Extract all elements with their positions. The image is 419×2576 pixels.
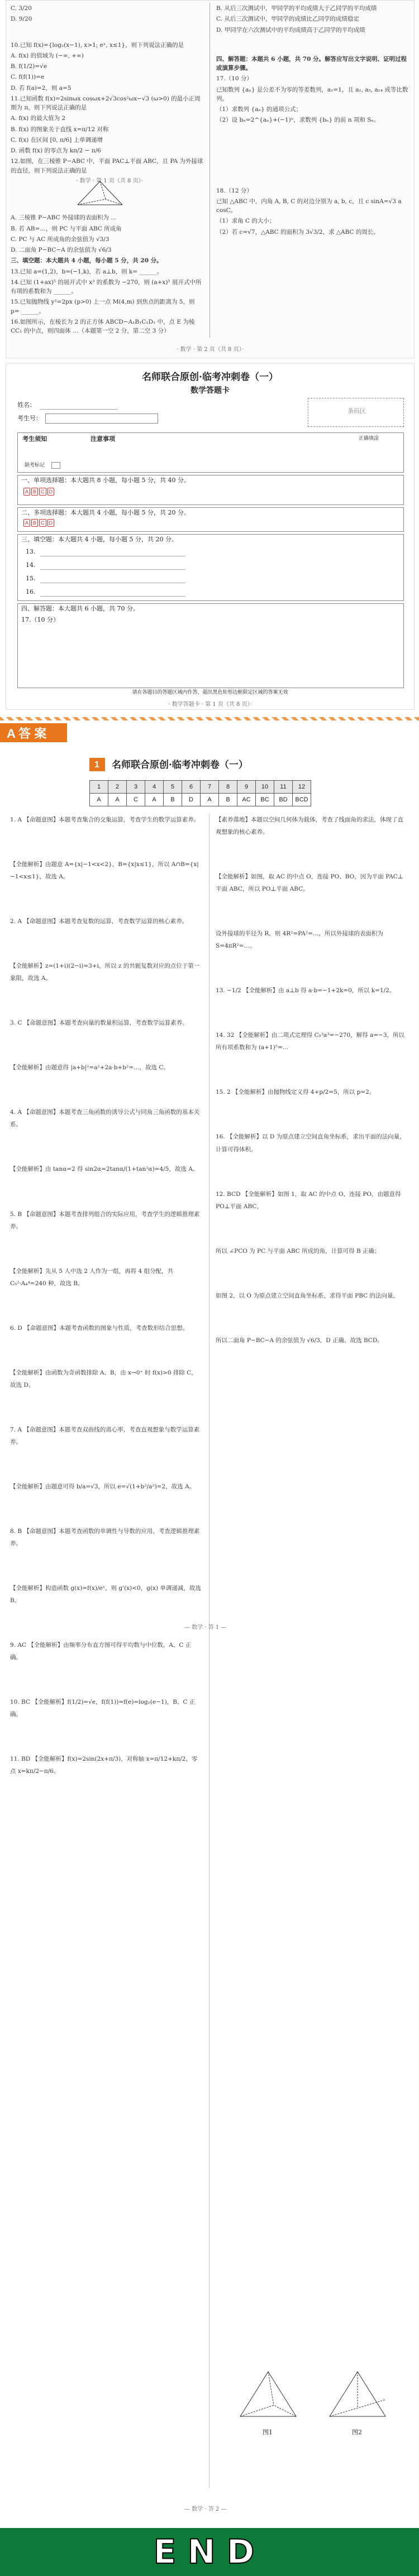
- q17-part-1: （1）求数列 {aₙ} 的通项公式；: [216, 106, 302, 113]
- answer-table-value-cell: A: [201, 794, 219, 806]
- answer-table-value-cell: AC: [237, 794, 256, 806]
- answer-table-value-cell: BC: [256, 794, 274, 806]
- q10-option-a: A. f(x) 的值域为 (−∞, +∞): [11, 52, 84, 59]
- exam-number-boxes[interactable]: [45, 414, 158, 424]
- q17-body: 已知数列 {aₙ} 是公差不为零的等差数列，a₁=1，且 a₂, a₅, a₁₄ 成等比数列。: [216, 86, 408, 102]
- q9-option-d: D. 9/20: [11, 16, 32, 23]
- q17-part-2: （2）设 bₙ=2^{aₙ}+(−1)ⁿ，求数列 {bₙ} 的前 n 项和 Sₙ。: [216, 117, 380, 124]
- answer-paragraph: 【全能解析】由题意 A={x|−1<x<2}，B={x|x≤1}，所以 A∩B={x|−1<x≤1}，故选 A。: [10, 861, 199, 881]
- blank-16-line[interactable]: [40, 596, 185, 597]
- answer-footer-2: — 数学 · 答 2 —: [184, 2506, 227, 2512]
- q11-option-b: B. f(x) 的图象关于直线 x=π/12 对称: [11, 126, 109, 133]
- q13: 13.已知 a=(1,2)，b=(−1,k)，若 a⊥b，则 k= ______。: [11, 268, 163, 275]
- answer-table-head-cell: 2: [108, 781, 127, 794]
- q9-option-c: C. 3/20: [11, 5, 32, 12]
- answer-paragraph: 2. A 【命题意图】本题考查复数的运算，考查数学运算的核心素养。: [10, 918, 188, 925]
- fill-example-label: 正确填涂: [359, 436, 379, 441]
- answer-paragraph: 【全能解析】由函数为奇函数排除 A、B，由 x→0⁺ 时 f(x)>0 排除 C，故选 D。: [10, 1369, 197, 1388]
- decorative-stripe: [0, 717, 419, 720]
- answer-figure-2: [318, 2366, 397, 2428]
- answer-paragraph: 13. −1/2 【全能解析】由 a⊥b 得 a·b=−1+2k=0，所以 k=1/2。: [216, 987, 396, 994]
- answer-table-value-cell: B: [164, 794, 182, 806]
- exam-footer-page-1: · 数学 · 第 1 页（共 8 页）·: [76, 178, 143, 184]
- q17-heading: 17.（10 分）: [216, 75, 253, 83]
- blank-14-line[interactable]: [40, 569, 185, 570]
- q17-answer-label: 17.（10 分）: [21, 616, 59, 623]
- q14: 14.已知 (1+ax)⁵ 的展开式中 x³ 的系数为 −270，则 (a+x)⁵ 展开式中所有项的系数和为 ______。: [11, 278, 202, 295]
- barcode-area: [308, 398, 404, 427]
- answer-paragraph: 1. A 【命题意图】本题考查集合的交集运算，考查学生的数学运算素养。: [10, 816, 200, 823]
- answer-key-title: 名师联合原创·临考冲刺卷（一）: [112, 760, 248, 771]
- q10-stem: 10.已知 f(x)={log₂(x−1), x>1; eˣ, x≤1}，则下列说法正确的是: [11, 41, 184, 49]
- missing-exam-checkbox[interactable]: [51, 462, 60, 469]
- answer-paragraph: 【全能解析】由 tanα=2 得 sin2α=2tanα/(1+tan²α)=4/5，故选 A。: [10, 1166, 199, 1173]
- exam-right-column: [216, 4, 409, 238]
- answer-paragraph: 【全能解析】由题意得 |a+b|²=a²+2a·b+b²=…，故选 C。: [10, 1064, 169, 1071]
- answer-paragraph: 11. BD 【全能解析】f(x)=2sin(2x+π/3)，对称轴 x=π/12+kπ/2，零点 x=kπ/2−π/6。: [10, 1756, 198, 1775]
- q18-part-1: （1）求角 C 的大小；: [216, 218, 275, 225]
- answer-paragraph: 12. BCD 【全能解析】如图 1，取 AC 的中点 O，连接 PO，由题意得 PO⊥平面 ABC，: [216, 1190, 401, 1210]
- q11-stem: 11.已知函数 f(x)=2sinωx cosωx+2√3cos²ωx−√3 (ω>0) 的最小正周期为 π，则下列说法正确的是: [11, 95, 201, 112]
- mc-bubbles-row-2[interactable]: A B C D: [23, 519, 55, 527]
- fill-section-heading: 三、填空题：本大题共 4 小题，每小题 5 分，共 20 分。: [21, 536, 178, 543]
- q16-option-c: C. 从后三次测试中，甲同学的成绩比乙同学的成绩稳定: [216, 16, 359, 23]
- q12-option-c: C. PC 与 AC 所成角的余弦值为 √3/3: [11, 236, 109, 243]
- answer-card-bottom-note: 请在各题目的答题区域内作答，超出黑色矩形边框限定区域的答案无效: [132, 690, 288, 695]
- exam-number-label: 考生号：: [17, 415, 42, 422]
- answer-paragraph: 6. D 【命题意图】本题考查函数的图象与性质，考查数形结合思想。: [10, 1324, 189, 1332]
- q18-part-2: （2）若 c=√7，△ABC 的面积为 3√3/2，求 △ABC 的周长。: [216, 228, 379, 236]
- answer-table-value-cell: C: [127, 794, 145, 806]
- name-line: [40, 409, 118, 410]
- answer-footer-1: — 数学 · 答 1 —: [184, 1625, 227, 1631]
- answer-paragraph: 16. 【全能解析】以 D 为原点建立空间直角坐标系，求出平面的法向量，计算可得体积。: [216, 1133, 406, 1153]
- notes-title: 注意事项: [91, 435, 115, 443]
- q18-heading: 18.（12 分）: [216, 187, 253, 194]
- answer-table-value-cell: D: [182, 794, 201, 806]
- answer-table-value-cell: BD: [274, 794, 293, 806]
- answer-figure-1: [229, 2366, 307, 2428]
- section-4-heading: 四、解答题：本题共 6 小题，共 70 分。解答应写出文字说明、证明过程或演算步骤。: [216, 55, 407, 72]
- q11-option-a: A. f(x) 的最大值为 2: [11, 115, 66, 122]
- exam-info-title: 考生须知: [22, 435, 47, 443]
- blank-14-label: 14.: [26, 561, 36, 569]
- figure-1-caption: 图1: [263, 2429, 273, 2436]
- fill-section: [17, 534, 404, 601]
- answer-table-head-cell: 8: [219, 781, 237, 794]
- answer-table-head-cell: 6: [182, 781, 201, 794]
- answer-key-sheet: [6, 748, 413, 2522]
- missing-exam-label: 缺考标记: [25, 463, 45, 468]
- answer-paragraph: 7. A 【命题意图】本题考查双曲线的离心率，考查直观想象与数学运算素养。: [10, 1426, 200, 1445]
- answer-paragraph: 设外接球的半径为 R，则 4R²=PA²=…，所以外接球的表面积为 S=4πR²=…。: [216, 930, 383, 950]
- answer-table-value-cell: A: [90, 794, 108, 806]
- answer-table-value-cell: A: [145, 794, 164, 806]
- answer-card-title: 名师联合原创·临考冲刺卷（一）: [142, 372, 278, 383]
- answer-paragraph: 【全能解析】z=(1+i)(2−i)=3+i，所以 z 的共轭复数对应的点位于第一象限，故选 A。: [10, 963, 200, 982]
- answer-table-head-cell: 12: [293, 781, 311, 794]
- answer-left-column: [10, 814, 203, 1810]
- end-text: END: [153, 2532, 266, 2572]
- answer-table-head-cell: 10: [256, 781, 274, 794]
- q12-option-b: B. 若 AB=…，则 PC 与平面 ABC 所成角: [11, 225, 122, 232]
- answer-table-value-cell: BCD: [293, 794, 311, 806]
- answer-table-head-cell: 4: [145, 781, 164, 794]
- answer-paragraph: 14. 32 【全能解析】由二项式定理得 C₅³a³=−270，解得 a=−3，所以所有项系数和为 (a+1)⁵=…: [216, 1032, 405, 1051]
- mc-section-1: [17, 475, 404, 505]
- answer-table-head-cell: 9: [237, 781, 256, 794]
- answer-table-head-cell: 3: [127, 781, 145, 794]
- q11-option-d: D. 函数 f(x) 的零点为 kπ/2 − π/6: [11, 147, 101, 155]
- answer-table-head-cell: 1: [90, 781, 108, 794]
- answer-paragraph: 如图 2，以 O 为原点建立空间直角坐标系，求得平面 PBC 的法向量，: [216, 1292, 399, 1299]
- exam-footer-page-2: · 数学 · 第 2 页（共 8 页）·: [177, 347, 244, 353]
- q10-option-b: B. f(1/2)=√e: [11, 63, 47, 70]
- answer-paragraph: 【全能解析】由题意可得 b/a=√3，所以 e=√(1+b²/a²)=2，故选 A。: [10, 1483, 196, 1490]
- answer-paragraph: 【全能解析】构造函数 g(x)=f(x)/eˣ，则 g'(x)<0，g(x) 单调递减，故选 B。: [10, 1585, 201, 1604]
- q12-option-d: D. 二面角 P−BC−A 的余弦值为 √6/3: [11, 247, 112, 254]
- q12-stem: 12.如图，在三棱锥 P−ABC 中，平面 PAC⊥平面 ABC，且 PA 为外接球的直径，则下列说法正确的是: [11, 158, 203, 174]
- answer-card-sheet: [6, 363, 415, 710]
- answer-table: [89, 780, 311, 806]
- name-label: 姓名：: [17, 401, 36, 408]
- mc-section-2: [17, 507, 404, 532]
- solve-section-heading: 四、解答题：本大题共 6 小题，共 70 分。: [21, 605, 139, 612]
- answer-paragraph: 10. BC 【全能解析】f(1/2)=√e，f(f(1))=f(e)=log₂(e−1)，B、C 正确。: [10, 1699, 196, 1718]
- answer-card-footer: · 数学答题卡 · 第 1 页（共 8 页）·: [168, 701, 252, 708]
- answer-table-head-cell: 11: [274, 781, 293, 794]
- q10-option-d: D. 若 f(a)=2，则 a=5: [11, 84, 72, 92]
- q10-option-c: C. f(f(1))=e: [11, 74, 45, 81]
- blank-13-label: 13.: [26, 548, 36, 555]
- exam-paper-sheet: [6, 0, 415, 358]
- answer-table-value-cell: A: [108, 794, 127, 806]
- mc-bubbles-row-1[interactable]: A B C D: [23, 488, 55, 496]
- answer-paragraph: 5. B 【命题意图】本题考查排列组合的实际应用，考查学生的逻辑推理素养。: [10, 1210, 200, 1230]
- exam-info-box: [17, 432, 404, 473]
- section-3-heading: 三、填空题：本大题共 4 小题，每小题 5 分，共 20 分。: [11, 257, 163, 265]
- answer-paragraph: 所以 ∠PCO 为 PC 与平面 ABC 所成的角，计算可得 B 正确；: [216, 1247, 380, 1255]
- figure-2-caption: 图2: [352, 2429, 362, 2436]
- barcode-label: 条码区: [347, 407, 366, 415]
- q12-option-a: A. 三棱锥 P−ABC 外接球的表面积为 …: [11, 214, 117, 222]
- answer-table-value-cell: B: [219, 794, 237, 806]
- mc-section-2-heading: 二、多项选择题：本大题共 4 小题，每小题 5 分，共 20 分。: [21, 509, 190, 516]
- q16: 16.如图所示，在棱长为 2 的正方体 ABCD−A₁B₁C₁D₁ 中，点 E 为棱 CC₁ 的中点，则四面体 …（本题第一空 2 分，第二空 3 分）: [11, 318, 195, 335]
- blank-16-label: 16.: [26, 588, 36, 595]
- q15: 15.已知抛物线 y²=2px (p>0) 上一点 M(4,m) 到焦点的距离为 5，则 p= ______。: [11, 299, 195, 315]
- q11-option-c: C. f(x) 在区间 [0, π/6] 上单调递增: [11, 136, 103, 143]
- answer-paragraph: 3. C 【命题意图】本题考查向量的数量积运算，考查数学运算素养。: [10, 1020, 188, 1027]
- q16-option-d: D. 甲同学在六次测试中的平均成绩高于乙同学的平均成绩: [216, 26, 365, 33]
- exam-left-column: [11, 4, 203, 337]
- answer-banner-text: A 答 案: [7, 727, 47, 741]
- answer-paragraph: 【素养落地】本题以空间几何体为载体，考查了线面角的求法，体现了直观想象的核心素养。: [216, 816, 403, 836]
- answer-card-subtitle: 数学答题卡: [191, 386, 230, 395]
- answer-column-divider: [209, 814, 210, 2488]
- q18-body: 已知 △ABC 中，内角 A, B, C 的对边分别为 a, b, c，且 c sinA=√3 a cosC。: [216, 198, 402, 214]
- answer-paragraph: 【全能解析】如图，取 AC 的中点 O，连接 PO、BO，因为平面 PAC⊥平面 ABC，所以 PO⊥平面 ABC。: [216, 873, 403, 893]
- paper-number: 1: [94, 760, 99, 770]
- answer-paragraph: 4. A 【命题意图】本题考查三角函数的诱导公式与同角三角函数的基本关系。: [10, 1109, 200, 1128]
- answer-right-column: [216, 814, 408, 1379]
- answer-paragraph: 8. B 【命题意图】本题考查函数的单调性与导数的应用，考查逻辑推理素养。: [10, 1527, 200, 1547]
- answer-paragraph: 【全能解析】先从 5 人中选 2 人作为一组，再将 4 组分配，共 C₅²·A₄⁴=240 种，故选 B。: [10, 1267, 174, 1287]
- q16-option-b: B. 从后三次测试中，甲同学的平均成绩大于乙同学的平均成绩: [216, 5, 377, 12]
- answer-table-head-cell: 5: [164, 781, 182, 794]
- mc-section-1-heading: 一、单项选择题：本大题共 8 小题，每小题 5 分，共 40 分。: [21, 477, 190, 484]
- answer-paragraph: 所以二面角 P−BC−A 的余弦值为 √6/3，D 正确。故选 BCD。: [216, 1337, 383, 1344]
- answer-paragraph: 15. 2 【全能解析】由抛物线定义得 4+p/2=5，所以 p=2。: [216, 1089, 375, 1096]
- solve-section: [17, 603, 404, 688]
- answer-table-head-cell: 7: [201, 781, 219, 794]
- blank-15-label: 15.: [26, 575, 36, 582]
- answer-paragraph: 9. AC 【全能解析】由频率分布直方图可得平均数与中位数，A、C 正确。: [10, 1642, 192, 1661]
